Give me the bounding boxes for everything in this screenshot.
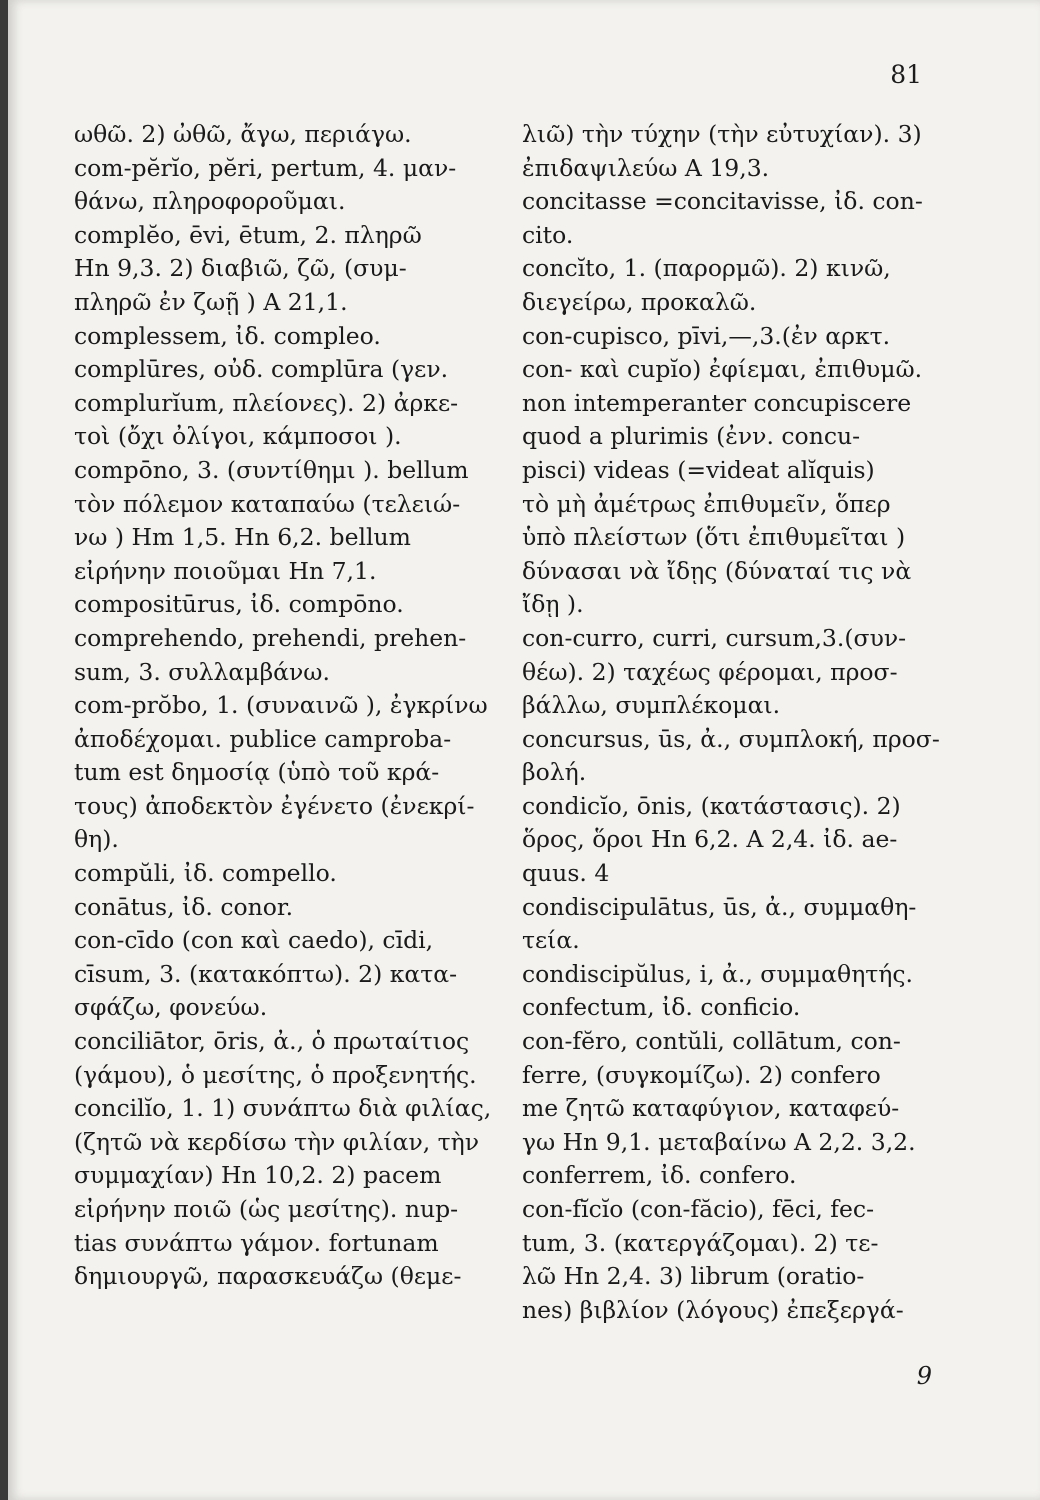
text-line: λιῶ) τὴν τύχην (τὴν εὐτυχίαν). 3) (522, 120, 922, 148)
text-line: nes) βιβλίον (λόγους) ἐπεξεργά- (522, 1295, 904, 1324)
text-line: ὑπὸ πλείστων (ὅτι ἐπιθυμεῖται ) (522, 523, 906, 552)
text-line: con-fĕro, contŭli, collātum, con- (522, 1027, 901, 1056)
text-line: concitasse =concitavisse, ἰδ. con- (522, 187, 923, 216)
text-line: tum, 3. (κατεργάζομαι). 2) τε- (522, 1228, 879, 1257)
text-line: ὅρος, ὅροι Hn 6,2. A 2,4. ἰδ. ae- (522, 825, 898, 854)
text-line: θέω). 2) ταχέως φέρομαι, προσ- (522, 657, 898, 686)
signature-mark: 9 (916, 1362, 932, 1390)
text-line: βάλλω, συμπλέκομαι. (522, 691, 781, 720)
right-column (522, 118, 950, 1327)
text-line: νω ) Hm 1,5. Hn 6,2. bellum (74, 523, 411, 552)
text-line: εἰρήνην ποιοῦμαι Hn 7,1. (74, 556, 377, 585)
text-line: γω Hn 9,1. μεταβαίνω A 2,2. 3,2. (522, 1127, 916, 1156)
text-line: θάνω, πληροφοροῦμαι. (74, 187, 346, 216)
text-line: complessem, ἰδ. compleo. (74, 321, 381, 350)
text-line: cīsum, 3. (κατακόπτω). 2) κατα- (74, 959, 458, 988)
text-line: βολή. (522, 758, 587, 787)
text-line: quus. 4 (522, 859, 610, 888)
text-line: con-cīdo (con καὶ caedo), cīdi, (74, 926, 434, 955)
text-line: δημιουργῶ, παρασκευάζω (θεμε- (74, 1262, 462, 1291)
text-line: (γάμου), ὁ μεσίτης, ὁ προξενητής. (74, 1060, 477, 1089)
text-line: τεία. (522, 926, 580, 955)
text-line: sum, 3. συλλαμβάνω. (74, 657, 330, 686)
text-line: ἴδῃ ). (522, 590, 584, 619)
text-line: condiscipŭlus, i, ἀ., συμμαθητής. (522, 959, 913, 988)
text-line: συμμαχίαν) Hn 10,2. 2) pacem (74, 1161, 442, 1190)
text-line: non intemperanter concupiscere (522, 388, 912, 417)
text-line: concilĭo, 1. 1) συνάπτω διὰ φιλίας, (74, 1094, 492, 1123)
text-line: com-pĕrĭo, pĕri, pertum, 4. μαν- (74, 153, 457, 182)
text-line: compōno, 3. (συντίθημι ). bellum (74, 455, 469, 484)
text-line: σφάζω, φονεύω. (74, 993, 268, 1022)
text-line: condicĭo, ōnis, (κατάστασις). 2) (522, 791, 901, 820)
text-line: con-cupisco, pīvi,—,3.(ἐν αρκτ. (522, 321, 891, 350)
text-line: concursus, ūs, ἀ., συμπλοκή, προσ- (522, 724, 940, 753)
text-line: tum est δημοσίᾳ (ὑπὸ τοῦ κρά- (74, 758, 440, 787)
text-line: τὸν πόλεμον καταπαύω (τελειώ- (74, 489, 461, 518)
text-line: confectum, ἰδ. conficio. (522, 993, 801, 1022)
text-line: comprehendo, prehendi, prehen- (74, 623, 467, 652)
text-line: compŭli, ἰδ. compello. (74, 859, 337, 888)
text-line: complĕo, ēvi, ētum, 2. πληρῶ (74, 220, 422, 249)
text-line: compositūrus, ἰδ. compōno. (74, 590, 404, 619)
text-line: ἐπιδαψιλεύω A 19,3. (522, 153, 770, 182)
text-line: pisci) videas (=videat alĭquis) (522, 455, 875, 484)
text-line: conciliātor, ōris, ἀ., ὁ πρωταίτιος (74, 1027, 470, 1056)
text-line: condiscipulātus, ūs, ἀ., συμμαθη- (522, 892, 917, 921)
text-line: quod a plurimis (ἐνν. concu- (522, 422, 861, 451)
text-line: complūres, οὐδ. complūra (γεν. (74, 355, 449, 384)
text-line: con-curro, curri, cursum,3.(συν- (522, 623, 907, 652)
text-line: con-fĭcĭo (con-făcio), fēci, fec- (522, 1195, 875, 1223)
page-number: 81 (890, 60, 922, 89)
left-column (74, 118, 504, 1294)
text-line: πληρῶ ἐν ζωῇ ) A 21,1. (74, 287, 348, 316)
text-line: conātus, ἰδ. conor. (74, 892, 294, 921)
text-line: con- καὶ cupĭo) ἐφίεμαι, ἐπιθυμῶ. (522, 355, 923, 384)
text-line: λῶ Hn 2,4. 3) librum (oratio- (522, 1262, 865, 1291)
text-line: ἀποδέχομαι. publice camproba- (74, 724, 452, 753)
text-line: (ζητῶ νὰ κερδίσω τὴν φιλίαν, τὴν (74, 1127, 480, 1156)
text-line: Hn 9,3. 2) διαβιῶ, ζῶ, (συμ- (74, 254, 407, 283)
text-line: tias συνάπτω γάμον. fortunam (74, 1228, 439, 1257)
text-line: ωθῶ. 2) ὠθῶ, ἄγω, περιάγω. (74, 120, 412, 148)
text-line: me ζητῶ καταφύγιον, καταφεύ- (522, 1094, 900, 1123)
text-line: τους) ἀποδεκτὸν ἐγένετο (ἐνεκρί- (74, 791, 475, 820)
text-line: complurĭum, πλείονες). 2) ἀρκε- (74, 388, 459, 417)
text-line: θη). (74, 825, 119, 854)
text-line: τὸ μὴ ἀμέτρως ἐπιθυμεῖν, ὅπερ (522, 489, 891, 518)
text-line: τοὶ (ὄχι ὀλίγοι, κάμποσοι ). (74, 422, 402, 451)
text-line: concĭto, 1. (παρορμῶ). 2) κινῶ, (522, 254, 891, 283)
text-line: com-prŏbo, 1. (συναινῶ ), ἐγκρίνω (74, 691, 488, 720)
text-line: conferrem, ἰδ. confero. (522, 1161, 797, 1190)
text-line: δύνασαι νὰ ἴδῃς (δύναταί τις νὰ (522, 556, 912, 585)
text-line: διεγείρω, προκαλῶ. (522, 287, 757, 316)
text-line: εἰρήνην ποιῶ (ὡς μεσίτης). nup- (74, 1195, 459, 1223)
text-line: ferre, (συγκομίζω). 2) confero (522, 1060, 881, 1089)
dictionary-page (8, 0, 1040, 1500)
text-line: cito. (522, 220, 574, 249)
